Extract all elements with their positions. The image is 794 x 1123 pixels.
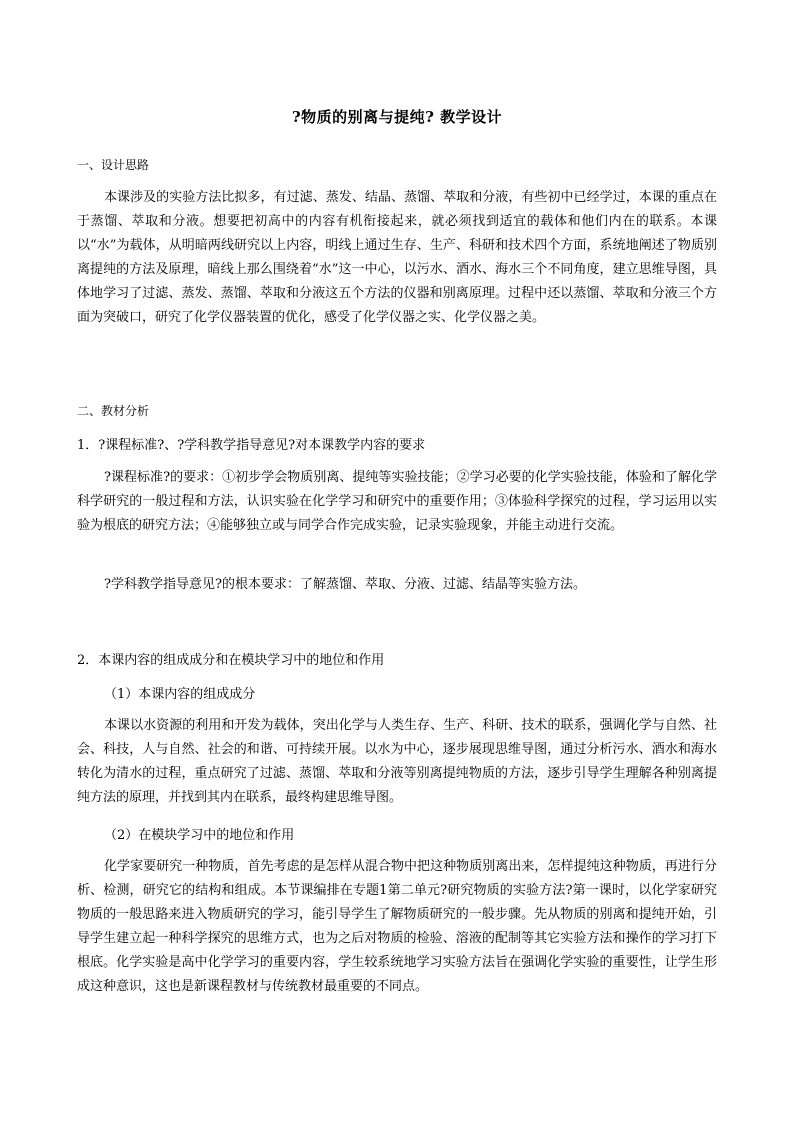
curriculum-requirements-paragraph: ?课程标准?的要求：①初步学会物质别离、提纯等实验技能；②学习必要的化学实验技能，体验和了解化学科学研究的一般过程和方法，认识实验在化学学习和研究中的重要作用；③体验科学探究的过程，学习运用以实验为根底的研究方法；④能够独立或与同学合作完成实验，记录实验现象，并能主动进行交流。 xyxy=(77,470,717,533)
document-title: ?物质的别离与提纯? 教学设计 xyxy=(291,108,503,126)
part-heading-module-role: （2）在模块学习中的地位和作用 xyxy=(104,828,295,843)
subsection-heading-curriculum-standards: 1．?课程标准?、?学科教学指导意见?对本课教学内容的要求 xyxy=(77,438,426,453)
module-role-paragraph: 化学家要研究一种物质，首先考虑的是怎样从混合物中把这种物质别离出来，怎样提纯这种物质，再进行分析、检测，研究它的结构和组成。本节课编排在专题1第二单元?研究物质的实验方法?第一课时，以化学家研究物质的一般思路来进入物质研究的学习，能引导学生了解物质研究的一般步骤。先从物质的别离和提纯开始，引导学生建立起一种科学探究的思维方式，也为之后对物质的检验、溶液的配制等其它实验方法和操作的学习打下根底。化学实验是高中化学学习的重要内容，学生较系统地学习实验方法旨在强调化学实验的重要性，让学生形成这种意识，这也是新课程教材与传统教材最重要的不同点。 xyxy=(77,859,717,994)
subsection-heading-content-role: 2．本课内容的组成成分和在模块学习中的地位和作用 xyxy=(77,653,385,668)
teaching-guidance-paragraph: ?学科教学指导意见?的根本要求：了解蒸馏、萃取、分液、过滤、结晶等实验方法。 xyxy=(104,577,586,592)
section-heading-textbook-analysis: 二、教材分析 xyxy=(77,404,150,418)
section-heading-design-ideas: 一、设计思路 xyxy=(77,158,150,172)
content-components-paragraph: 本课以水资源的利用和开发为载体，突出化学与人类生存、生产、科研、技术的联系，强调化学与自然、社会、科技，人与自然、社会的和谐、可持续开展。以水为中心，逐步展现思维导图，通过分析污水、酒水和海水转化为清水的过程，重点研究了过滤、蒸馏、萃取和分液等别离提纯物质的方法，逐步引导学生理解各种别离提纯方法的原理，并找到其内在联系，最终构建思维导图。 xyxy=(77,718,717,805)
design-ideas-paragraph: 本课涉及的实验方法比拟多，有过滤、蒸发、结晶、蒸馏、萃取和分液，有些初中已经学过，本课的重点在于蒸馏、萃取和分液。想要把初高中的内容有机衔接起来，就必须找到适宜的载体和他们内在的联系。本课以“水”为载体，从明暗两线研究以上内容，明线上通过生存、生产、科研和技术四个方面，系统地阐述了物质别离提纯的方法及原理，暗线上那么围绕着“水”这一中心，以污水、酒水、海水三个不同角度，建立思维导图，具体地学习了过滤、蒸发、蒸馏、萃取和分液这五个方法的仪器和别离原理。过程中还以蒸馏、萃取和分液三个方面为突破口，研究了化学仪器装置的优化，感受了化学仪器之实、化学仪器之美。 xyxy=(77,190,717,325)
part-heading-content-components: （1）本课内容的组成成分 xyxy=(104,687,256,702)
